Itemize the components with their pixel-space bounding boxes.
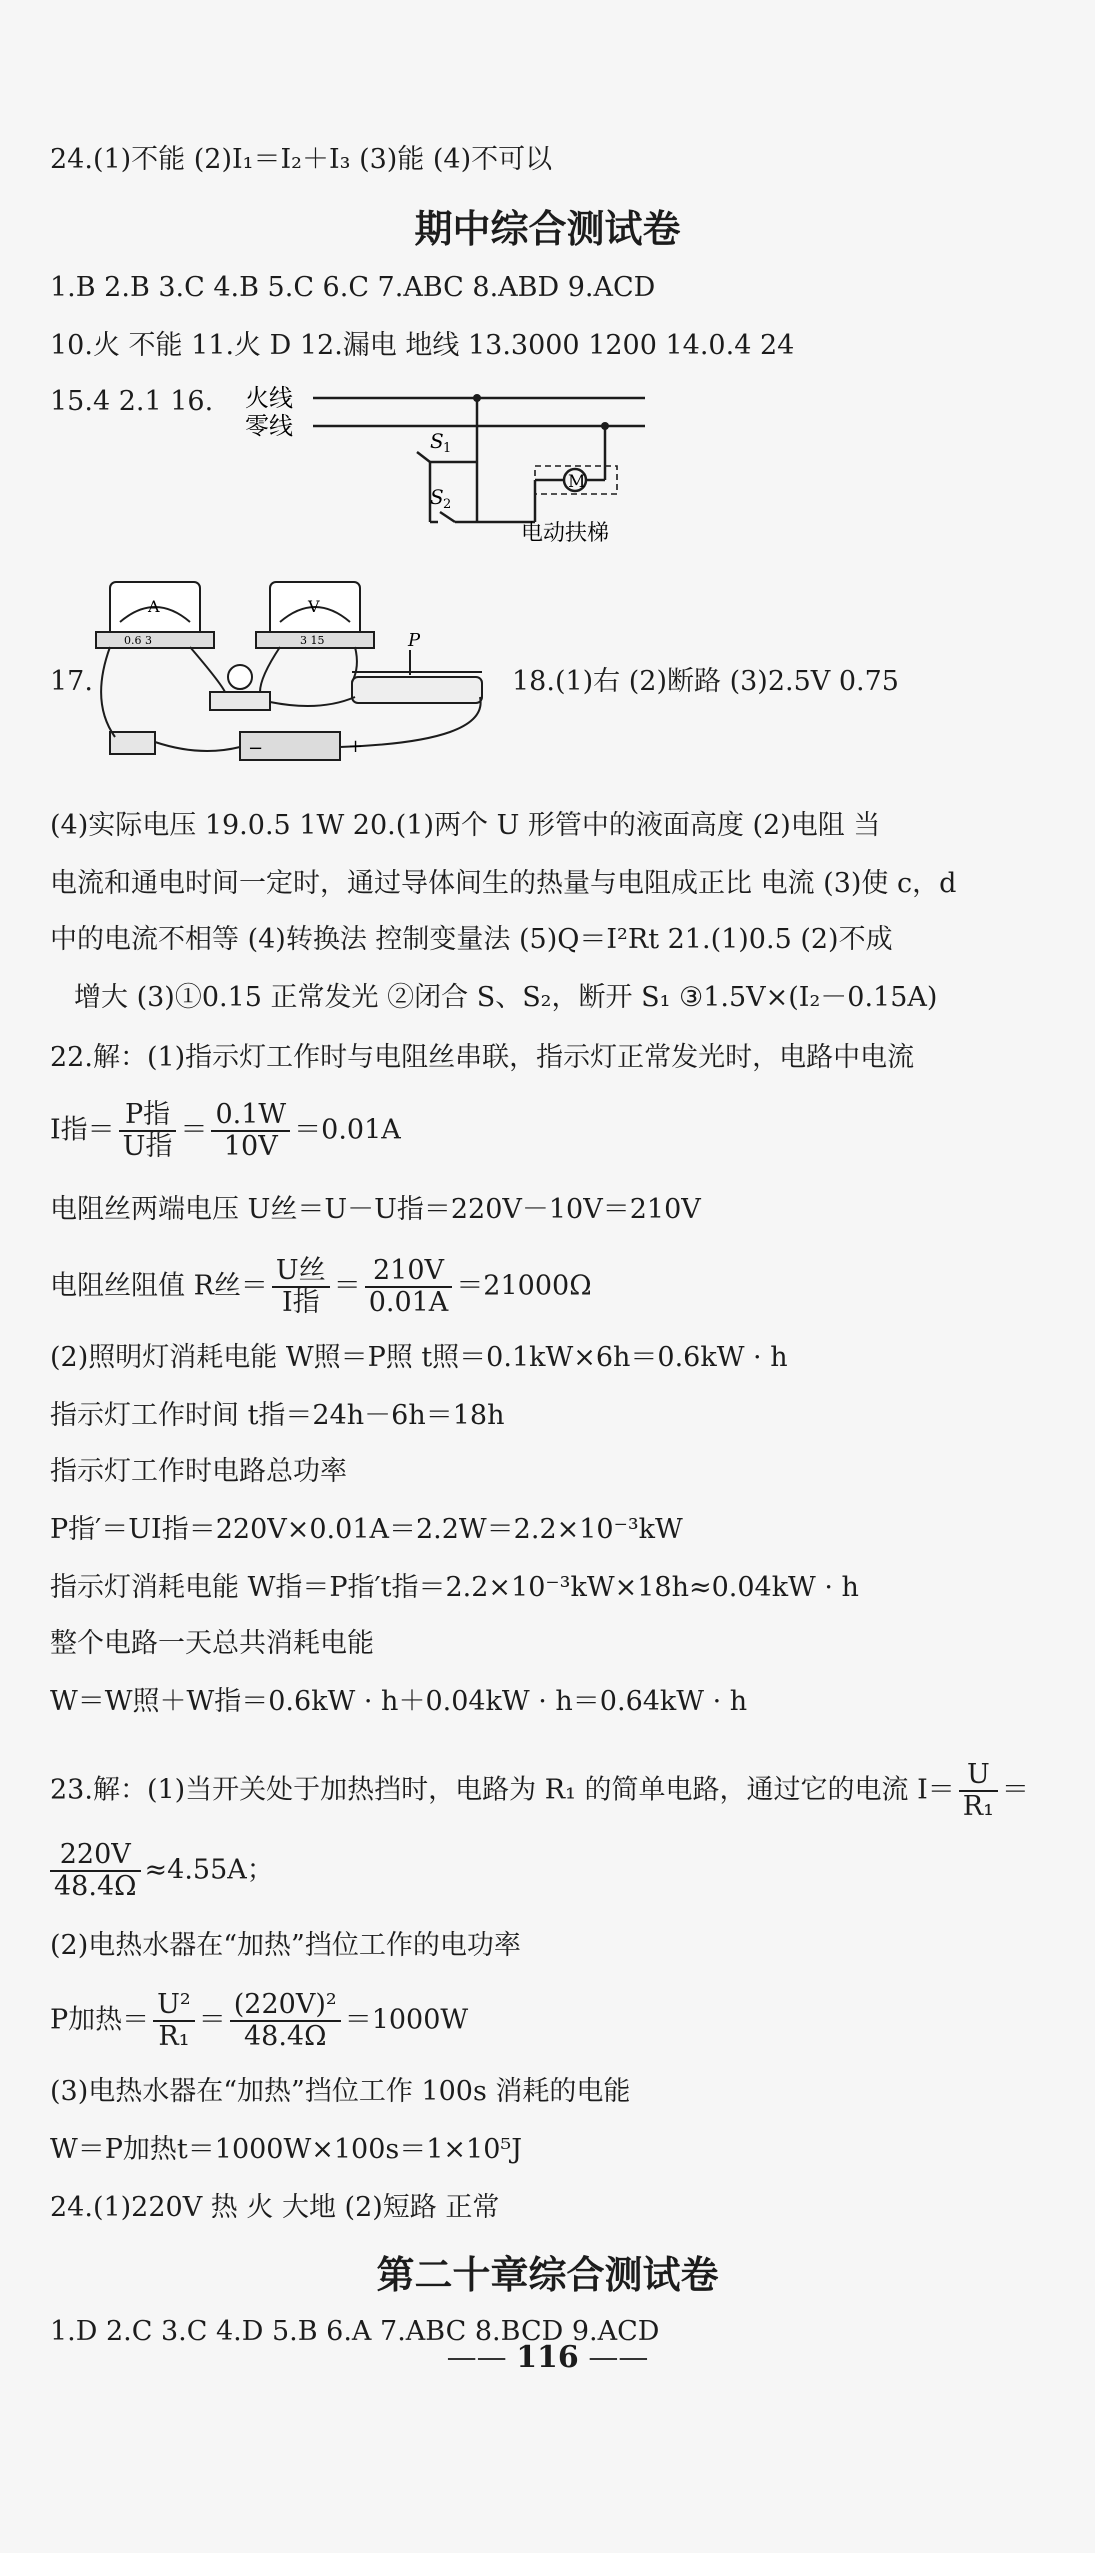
answer-line-10-14: 10.火 不能 11.火 D 12.漏电 地线 13.3000 1200 14.0.4 24 <box>50 330 795 361</box>
q22-power-title: 指示灯工作时电路总功率 <box>50 1456 347 1487</box>
label-neutral-wire: 零线 <box>245 412 293 440</box>
section-title-chapter20: 第二十章综合测试卷 <box>376 2253 719 2297</box>
q22-total-line: W＝W照＋W指＝0.6kW · h＋0.04kW · h＝0.64kW · h <box>50 1686 748 1717</box>
q23-current-value-den: 48.4Ω <box>54 1871 137 1902</box>
q22-resistance-frac2-den: 0.01A <box>368 1287 449 1318</box>
label-q17: 17. <box>50 666 93 697</box>
q22-total-title: 整个电路一天总共消耗电能 <box>50 1628 374 1659</box>
q23-eq-tail: ＝ <box>1001 1774 1029 1806</box>
q23-power-frac-num: U² <box>153 1990 195 2022</box>
q22-current-formula: I指＝ $\frac{\text{P指}}{\text{U指}}$ ＝ $\frac{0.1W}{10V}$ ＝0.01A <box>50 1099 401 1162</box>
label-battery-plus: + <box>348 736 364 757</box>
q23-power-fraction <box>153 1990 195 2052</box>
q22-voltage-line: 电阻丝两端电压 U丝＝U－U指＝220V－10V＝210V <box>50 1194 701 1225</box>
q22-current-frac2-num: 0.1W <box>211 1100 290 1132</box>
label-battery-minus: − <box>248 738 264 759</box>
answer-line-24: 24.(1)220V 热 火 大地 (2)短路 正常 <box>50 2192 500 2223</box>
paragraph-19-21-line-3: 中的电流不相等 (4)转换法 控制变量法 (5)Q＝I²Rt 21.(1)0.5 (2)不成 <box>50 924 893 955</box>
q23-current-frac-den: R₁ <box>962 1791 994 1822</box>
q22-resistance-fraction <box>272 1256 330 1318</box>
label-slider-p: P <box>408 630 421 651</box>
q22-resistance-formula: 电阻丝阻值 R丝＝ $\frac{\text{U丝}}{\text{I指}}$ ＝ $\frac{210V}{0.01A}$ ＝21000Ω <box>50 1255 592 1318</box>
q22-indicator-time: 指示灯工作时间 t指＝24h－6h＝18h <box>50 1400 505 1431</box>
label-s1: S <box>430 429 444 453</box>
q22-resistance-lhs: 电阻丝阻值 R丝＝ <box>50 1270 268 1302</box>
apparatus-figure-17 <box>90 572 490 787</box>
q22-resistance-frac2-num: 210V <box>365 1256 453 1288</box>
q22-current-frac-num: P指 <box>119 1100 177 1132</box>
q22-current-frac2-den: 10V <box>223 1131 278 1162</box>
q23-current-value-result: ≈4.55A； <box>144 1854 274 1886</box>
q22-current-fraction-values <box>211 1100 290 1162</box>
lamp-bulb <box>228 665 252 689</box>
label-escalator: 电动扶梯 <box>521 521 610 546</box>
paragraph-19-21-line-1: (4)实际电压 19.0.5 1W 20.(1)两个 U 形管中的液面高度 (2)电阻 当 <box>50 810 881 841</box>
circuit-diagram-16 <box>245 380 665 560</box>
section-title-midterm: 期中综合测试卷 <box>414 207 681 251</box>
lamp-base <box>210 692 270 710</box>
q22-power-line: P指′＝UI指＝220V×0.01A＝2.2W＝2.2×10⁻³kW <box>50 1514 683 1545</box>
q22-current-fraction <box>119 1100 177 1162</box>
q22-current-lhs: I指＝ <box>50 1114 115 1146</box>
label-ammeter-scale: 0.6 3 <box>124 634 152 647</box>
q23-current-fraction <box>959 1760 998 1822</box>
label-voltmeter: V <box>308 597 320 616</box>
q23-current-frac-num: U <box>959 1760 998 1792</box>
q22-indicator-energy: 指示灯消耗电能 W指＝P指′t指＝2.2×10⁻³kW×18h≈0.04kW · h <box>50 1572 859 1603</box>
q23-power-fraction-values <box>230 1990 341 2052</box>
q22-current-result: ＝0.01A <box>294 1114 401 1146</box>
q23-power-frac2-num: (220V)² <box>230 1990 341 2022</box>
q22-current-frac-den: U指 <box>122 1131 173 1162</box>
label-s1-sub: 1 <box>443 441 452 456</box>
answer-line-15-16: 15.4 2.1 16. <box>50 386 214 417</box>
label-s2-sub: 2 <box>443 497 452 512</box>
label-motor: M <box>568 472 586 492</box>
q22-resistance-frac-num: U丝 <box>272 1256 330 1288</box>
q22-resistance-result: ＝21000Ω <box>456 1270 592 1302</box>
paragraph-19-21-line-4: 增大 (3)①0.15 正常发光 ②闭合 S、S₂，断开 S₁ ③1.5V×(I₂－0.15A) <box>74 982 938 1013</box>
q22-resistance-frac-den: I指 <box>281 1287 320 1318</box>
rheostat <box>352 677 482 703</box>
label-ammeter: A <box>148 597 160 616</box>
switch-s1 <box>417 452 430 462</box>
switch-s2 <box>440 512 455 522</box>
answer-line-18: 18.(1)右 (2)断路 (3)2.5V 0.75 <box>512 666 899 697</box>
q23-power-lhs: P加热＝ <box>50 2004 150 2036</box>
label-fire-wire: 火线 <box>245 384 293 412</box>
q23-current-value-num: 220V <box>50 1840 141 1872</box>
q23-intro-text: 23.解：(1)当开关处于加热挡时，电路为 R₁ 的简单电路，通过它的电流 I＝ <box>50 1774 955 1806</box>
q23-current-value-fraction <box>50 1840 141 1902</box>
q22-resistance-fraction-values <box>365 1256 453 1318</box>
q23-energy-line: W＝P加热t＝1000W×100s＝1×10⁵J <box>50 2134 523 2165</box>
paragraph-19-21-line-2: 电流和通电时间一定时，通过导体间生的热量与电阻成正比 电流 (3)使 c，d <box>50 868 957 899</box>
answer-line-1-9: 1.B 2.B 3.C 4.B 5.C 6.C 7.ABC 8.ABD 9.ACD <box>50 272 656 303</box>
label-s2: S <box>430 485 444 509</box>
switch-knife <box>110 732 155 754</box>
chapter20-answer-line-1-9: 1.D 2.C 3.C 4.D 5.B 6.A 7.ABC 8.BCD 9.ACD <box>50 2316 660 2347</box>
q22-intro: 22.解：(1)指示灯工作时与电阻丝串联，指示灯正常发光时，电路中电流 <box>50 1042 915 1073</box>
answer-line-24-prev: 24.(1)不能 (2)I₁＝I₂＋I₃ (3)能 (4)不可以 <box>50 144 553 175</box>
q23-intro <box>50 1760 1029 1822</box>
q23-energy-title: (3)电热水器在“加热”挡位工作 100s 消耗的电能 <box>50 2076 631 2107</box>
q23-power-frac-den: R₁ <box>158 2021 190 2052</box>
page-number: —— 116 —— <box>446 2340 649 2375</box>
q23-current-value <box>50 1840 274 1902</box>
page-number-value: 116 <box>516 2340 579 2375</box>
q23-power-title: (2)电热水器在“加热”挡位工作的电功率 <box>50 1930 521 1961</box>
q23-power-formula: P加热＝ $\frac{\text{U²}}{\text{R₁}}$ ＝ $\frac{\text{(220V)²}}{48.4\Omega}$ ＝1000W <box>50 1989 469 2052</box>
q23-power-frac2-den: 48.4Ω <box>243 2021 327 2052</box>
q22-energy-lighting: (2)照明灯消耗电能 W照＝P照 t照＝0.1kW×6h＝0.6kW · h <box>50 1342 788 1373</box>
label-voltmeter-scale: 3 15 <box>300 634 325 647</box>
q23-power-result: ＝1000W <box>344 2004 469 2036</box>
